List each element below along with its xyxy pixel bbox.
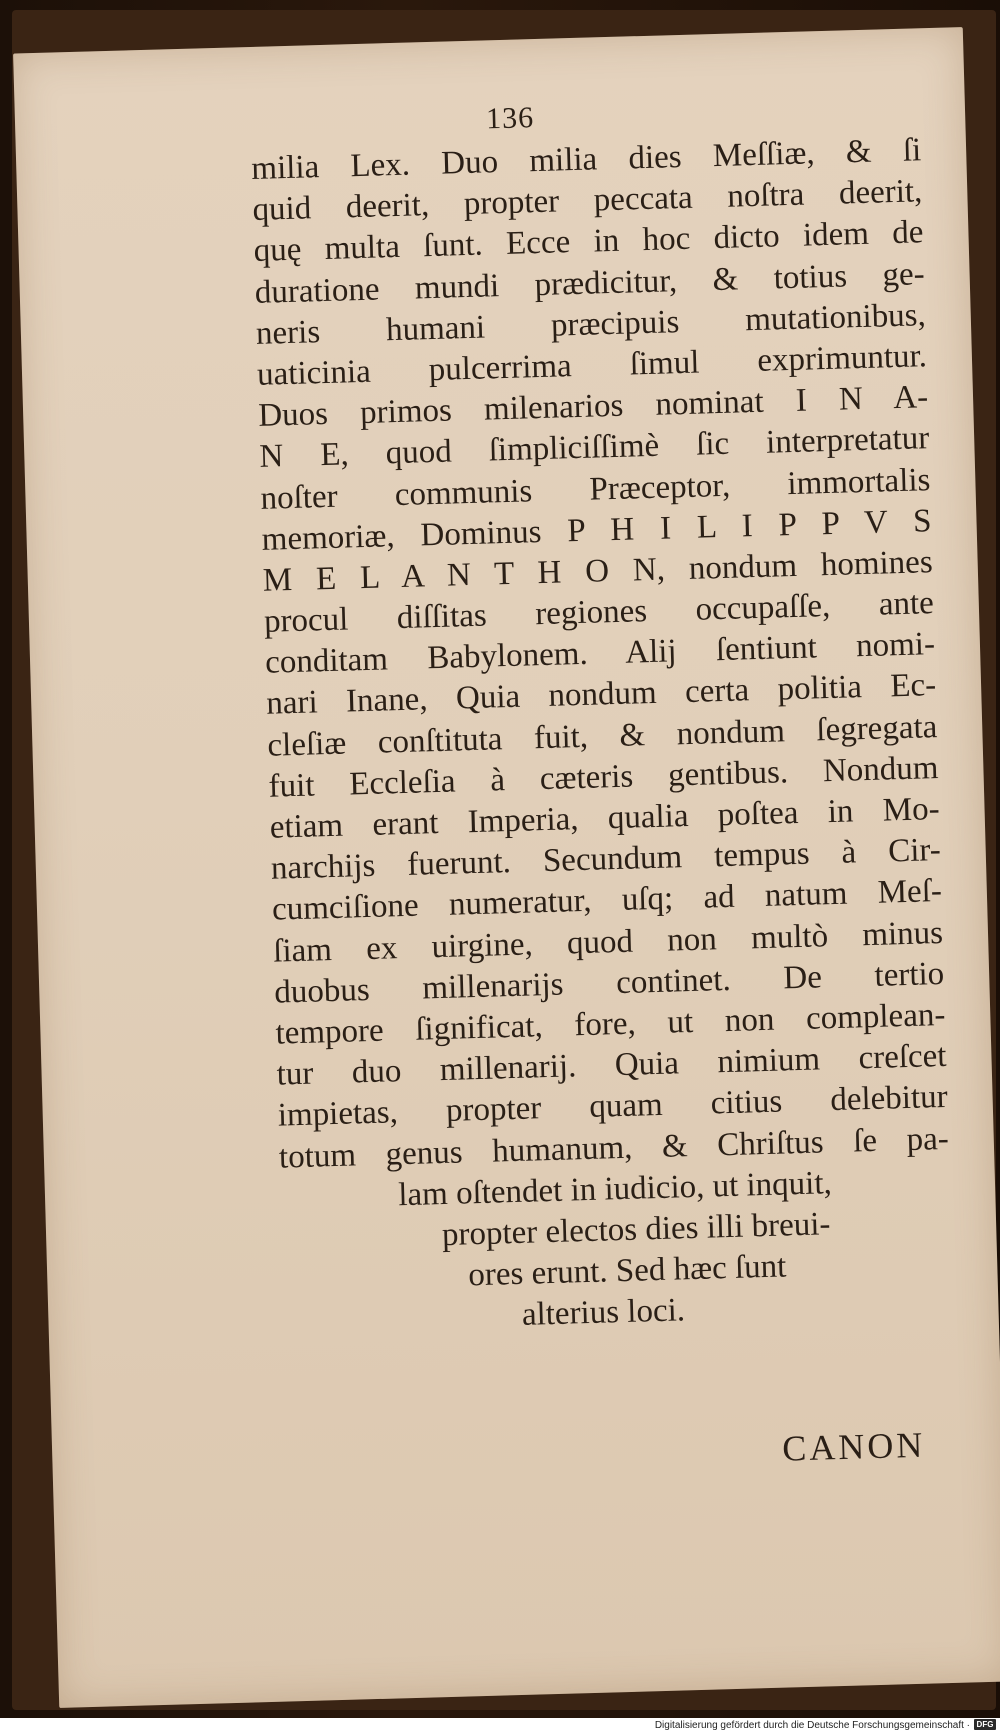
text-line: totum genus humanum, & Chriſtus ſe pa- xyxy=(278,1120,950,1176)
text-line: quid deerit, propter peccata noſtra deerit, xyxy=(252,173,923,229)
text-line: etiam erant Imperia, qualia poſtea in Mo- xyxy=(269,791,941,846)
text-line: N E, quod ſimpliciſſimè ſic interpretatur xyxy=(258,420,930,476)
text-line: narchijs fuerunt. Secundum tempus à Cir- xyxy=(270,832,942,887)
text-line: milia Lex. Duo milia dies Meſſiæ, & ſi xyxy=(250,132,922,187)
text-line-tapered: alterius loci. xyxy=(521,1292,686,1334)
text-line: ſiam ex uirgine, quod non multò minus xyxy=(272,914,944,970)
catchword: CANON xyxy=(781,1424,926,1469)
text-line: Duos primos milenarios nominat I N A- xyxy=(257,379,929,434)
text-line: uaticinia pulcerrima ſimul exprimuntur. xyxy=(256,338,928,393)
text-line: quę multa ſunt. Ecce in hoc dicto idem de xyxy=(253,214,924,270)
page-number: 136 xyxy=(485,101,535,136)
text-line: procul diſſitas regiones occupaſſe, ante xyxy=(263,585,935,640)
dfg-logo: DFG xyxy=(974,1719,996,1730)
body-text xyxy=(251,130,954,1343)
text-line: cumciſione numeratur, uſq; ad natum Meſ- xyxy=(271,873,943,929)
digitization-footer xyxy=(0,1718,1000,1733)
text-line: duratione mundi prædicitur, & totius ge- xyxy=(254,255,926,311)
text-line: conditam Babylonem. Alij ſentiunt nomi- xyxy=(264,626,936,682)
text-line: impietas, propter quam citius delebitur xyxy=(277,1079,949,1134)
text-line: neris humani præcipuis mutationibus, xyxy=(255,296,927,352)
text-line: tur duo millenarij. Quia nimium creſcet xyxy=(276,1038,947,1093)
book-page xyxy=(13,27,1000,1708)
funding-credit: Digitalisierung gefördert durch die Deutsche Forschungsgemeinschaft · xyxy=(654,1720,970,1731)
text-line: noſter communis Præceptor, immortalis xyxy=(260,461,931,517)
text-line: fuit Eccleſia à cæteris gentibus. Nondum xyxy=(268,749,939,805)
text-line-tapered: propter electos dies illi breui- xyxy=(441,1206,831,1253)
text-line: memoriæ, Dominus P H I L I P P V S xyxy=(261,502,932,558)
text-line: cleſiæ conſtituta fuit, & nondum ſegregata xyxy=(266,708,938,764)
text-line: M E L A N T H O N, nondum homines xyxy=(262,543,934,599)
text-line-tapered: ores erunt. Sed hæc ſunt xyxy=(467,1248,787,1294)
text-line: tempore ſignificat, fore, ut non complean- xyxy=(275,996,946,1052)
text-line: duobus millenarijs continet. De tertio xyxy=(273,955,945,1011)
text-line-tapered: lam oſtendet in iudicio, ut inquit, xyxy=(397,1164,833,1213)
text-line: nari Inane, Quia nondum certa politia Ec- xyxy=(265,667,937,723)
